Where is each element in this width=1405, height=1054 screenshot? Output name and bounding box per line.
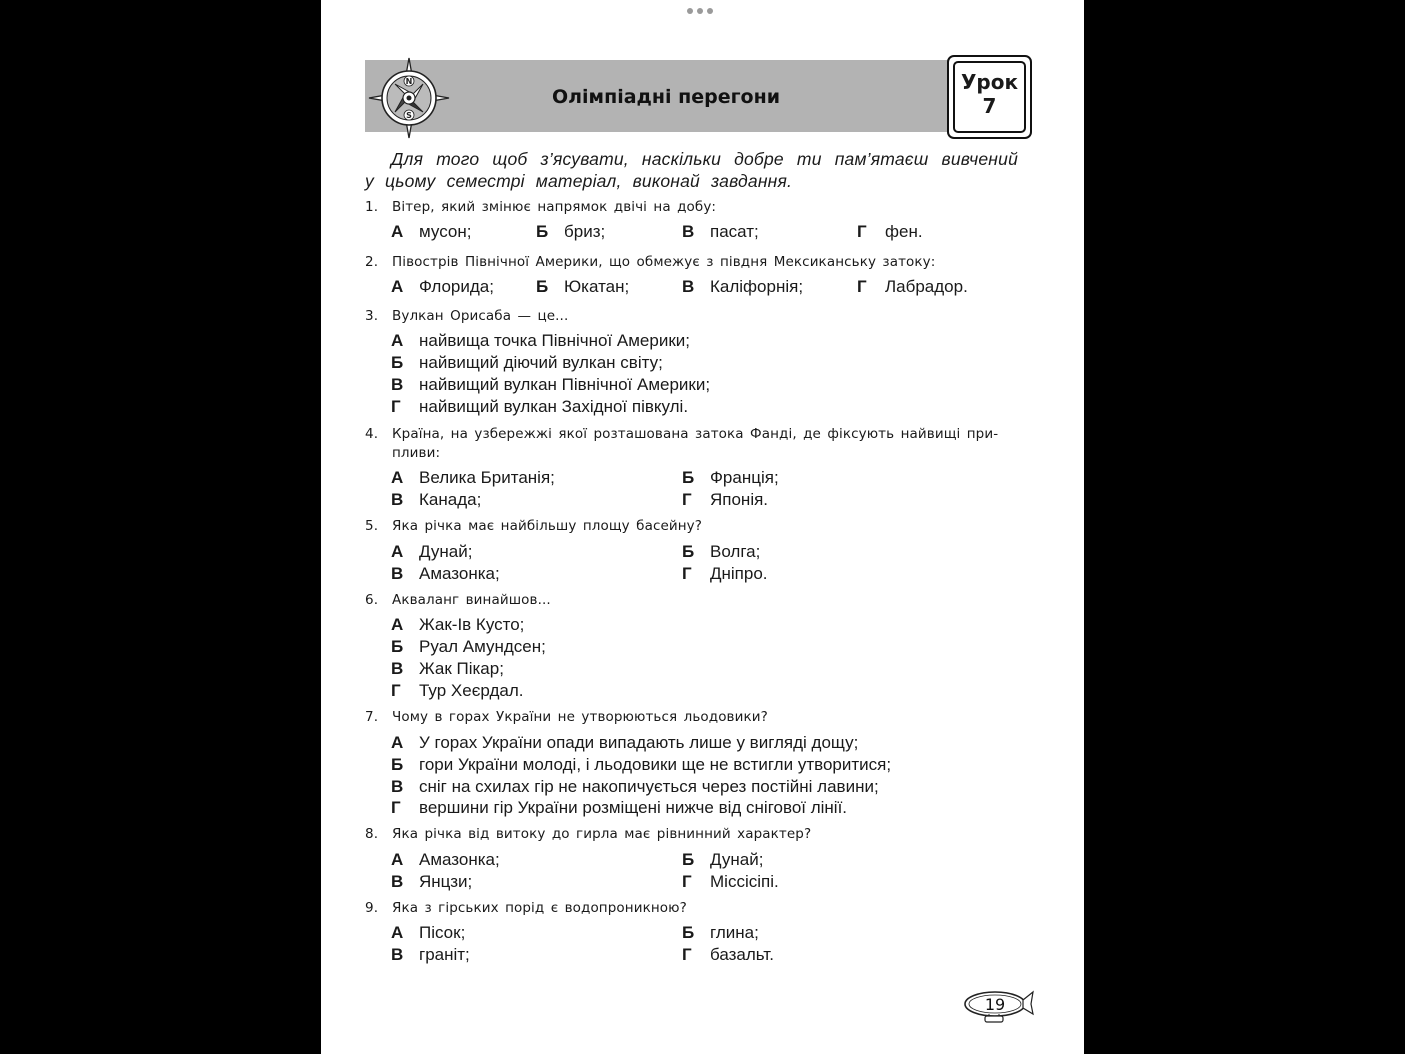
lesson-number: 7	[982, 94, 997, 118]
answer-option	[391, 733, 858, 753]
option-letter: В	[391, 872, 404, 891]
answer-option	[391, 659, 504, 679]
answer-option	[391, 277, 494, 297]
option-letter: В	[391, 490, 404, 509]
question-text: Вулкан Орисаба — це...	[392, 308, 569, 324]
question-number: 7.	[365, 709, 379, 725]
option-text: найвищий діючий вулкан світу;	[419, 353, 663, 372]
document-page	[321, 0, 1084, 1054]
option-letter: Г	[682, 490, 692, 509]
option-letter: Г	[857, 222, 867, 241]
option-text: мусон;	[419, 222, 472, 241]
option-letter: Г	[857, 277, 867, 296]
option-text: найвищий вулкан Західної півкулі.	[419, 397, 689, 416]
answer-option	[391, 777, 879, 797]
question-number: 1.	[365, 199, 379, 215]
question	[365, 518, 702, 534]
question-number: 4.	[365, 426, 379, 442]
question-text: Яка річка має найбільшу площу басейну?	[392, 518, 703, 534]
question-number: 2.	[365, 254, 379, 270]
option-text: Франція;	[710, 468, 779, 487]
option-text: Дунай;	[419, 542, 473, 561]
question	[365, 709, 768, 725]
option-letter: А	[391, 850, 404, 869]
answer-option	[536, 222, 605, 242]
question	[365, 900, 687, 916]
question	[365, 308, 568, 324]
question-number: 8.	[365, 826, 379, 842]
option-letter: Б	[391, 755, 404, 774]
compass-icon	[367, 56, 451, 140]
option-text: вершини гір України розміщені нижче від снігової лінії.	[419, 798, 848, 817]
answer-option	[857, 277, 968, 297]
question	[365, 826, 811, 842]
question-number: 9.	[365, 900, 379, 916]
question-text: Яка річка від витоку до гирла має рівнинний характер?	[392, 826, 812, 842]
question-number: 6.	[365, 592, 379, 608]
answer-option	[857, 222, 923, 242]
page-number-badge	[963, 988, 1035, 1028]
answer-option	[391, 615, 524, 635]
answer-option	[391, 353, 663, 373]
option-letter: В	[682, 222, 695, 241]
answer-option	[391, 564, 500, 584]
answer-option	[682, 850, 763, 870]
more-options-icon[interactable]	[687, 8, 713, 14]
option-letter: А	[391, 468, 404, 487]
answer-option	[391, 468, 555, 488]
option-text: Волга;	[710, 542, 761, 561]
option-text: Японія.	[710, 490, 769, 509]
option-letter: Б	[682, 923, 695, 942]
option-text: Амазонка;	[419, 850, 500, 869]
answer-option	[536, 277, 629, 297]
option-text: Жак Пікар;	[419, 659, 504, 678]
answer-option	[391, 490, 481, 510]
option-text: Лабрадор.	[885, 277, 968, 296]
question-text: Чому в горах України не утворюються льодовики?	[392, 709, 768, 725]
answer-option	[682, 277, 803, 297]
option-text: Дунай;	[710, 850, 764, 869]
option-letter: Б	[391, 637, 404, 656]
option-letter: Б	[682, 468, 695, 487]
answer-option	[391, 755, 891, 775]
option-text: Канада;	[419, 490, 482, 509]
option-text: базальт.	[710, 945, 774, 964]
answer-option	[391, 222, 471, 242]
option-letter: В	[682, 277, 695, 296]
option-letter: А	[391, 923, 404, 942]
answer-option	[391, 542, 472, 562]
option-text: найвища точка Північної Америки;	[419, 331, 690, 350]
answer-option	[391, 681, 523, 701]
question	[365, 592, 551, 608]
question-text: Вітер, який змінює напрямок двічі на добу:	[392, 199, 717, 215]
option-text: фен.	[885, 222, 923, 241]
option-letter: Б	[391, 353, 404, 372]
question-number: 3.	[365, 308, 379, 324]
answer-option	[682, 923, 759, 943]
compass-letter-s: S	[406, 111, 412, 120]
option-letter: А	[391, 331, 404, 350]
option-letter: А	[391, 542, 404, 561]
option-text: Юкатан;	[564, 277, 630, 296]
answer-option	[391, 397, 688, 417]
question-text: Півострів Північної Америки, що обмежує з півдня Мексиканську затоку:	[392, 254, 936, 270]
compass-letter-n: N	[405, 77, 413, 86]
option-text: Дніпро.	[710, 564, 768, 583]
option-text: пасат;	[710, 222, 759, 241]
answer-option	[682, 490, 768, 510]
option-letter: Б	[536, 277, 549, 296]
option-letter: А	[391, 615, 404, 634]
question-text: Акваланг винайшов...	[392, 592, 551, 608]
option-letter: В	[391, 945, 404, 964]
option-letter: В	[391, 375, 404, 394]
lesson-badge	[947, 55, 1032, 139]
option-text: глина;	[710, 923, 759, 942]
option-text: Пісок;	[419, 923, 466, 942]
answer-option	[391, 850, 500, 870]
answer-option	[682, 222, 759, 242]
lesson-label: Урок	[960, 70, 1019, 94]
option-letter: Г	[682, 872, 692, 891]
answer-option	[682, 468, 779, 488]
option-letter: Г	[391, 681, 401, 700]
answer-option	[391, 872, 472, 892]
option-letter: А	[391, 222, 404, 241]
option-text: Жак-Ів Кусто;	[419, 615, 525, 634]
answer-option	[391, 923, 465, 943]
answer-option	[682, 564, 768, 584]
option-letter: Г	[682, 945, 692, 964]
option-text: У горах України опади випадають лише у вигляді дощу;	[419, 733, 859, 752]
question	[365, 425, 1017, 463]
intro-text: Для того щоб з’ясувати, наскільки добре ти пам’ятаєш вивчений у цьому семестрі матеріал, виконай завдання.	[365, 149, 1018, 191]
question-number: 5.	[365, 518, 379, 534]
answer-option	[682, 872, 779, 892]
option-letter: Б	[682, 542, 695, 561]
answer-option	[391, 375, 710, 395]
option-letter: А	[391, 733, 404, 752]
option-text: Руал Амундсен;	[419, 637, 546, 656]
option-letter: В	[391, 659, 404, 678]
page-title: Олімпіадні перегони	[551, 86, 781, 108]
option-text: Велика Британія;	[419, 468, 555, 487]
option-text: Тур Хеєрдал.	[419, 681, 524, 700]
option-letter: Г	[391, 397, 401, 416]
question-text: Яка з гірських порід є водопроникною?	[392, 900, 687, 916]
answer-option	[391, 331, 690, 351]
option-text: Амазонка;	[419, 564, 500, 583]
answer-option	[391, 798, 847, 818]
option-letter: А	[391, 277, 404, 296]
option-text: Янцзи;	[419, 872, 473, 891]
answer-option	[391, 945, 470, 965]
question	[365, 199, 716, 215]
question-text: Країна, на узбережжі якої розташована затока Фанді, де фіксують найвищі при-	[392, 426, 999, 442]
option-letter: Г	[391, 798, 401, 817]
option-text: гори України молоді, і льодовики ще не встигли утворитися;	[419, 755, 892, 774]
answer-option	[682, 542, 760, 562]
option-text: Міссісіпі.	[710, 872, 779, 891]
option-text: Флорида;	[419, 277, 494, 296]
option-text: найвищий вулкан Північної Америки;	[419, 375, 711, 394]
option-text: Каліфорнія;	[710, 277, 804, 296]
question-text-continuation: пливи:	[392, 445, 441, 461]
option-letter: В	[391, 564, 404, 583]
option-text: бриз;	[564, 222, 606, 241]
question	[365, 254, 935, 270]
option-text: граніт;	[419, 945, 470, 964]
page-number: 19	[984, 995, 1006, 1014]
option-letter: Г	[682, 564, 692, 583]
answer-option	[391, 637, 546, 657]
answer-option	[682, 945, 774, 965]
option-text: сніг на схилах гір не накопичується через постійні лавини;	[419, 777, 879, 796]
option-letter: Б	[536, 222, 549, 241]
option-letter: В	[391, 777, 404, 796]
option-letter: Б	[682, 850, 695, 869]
